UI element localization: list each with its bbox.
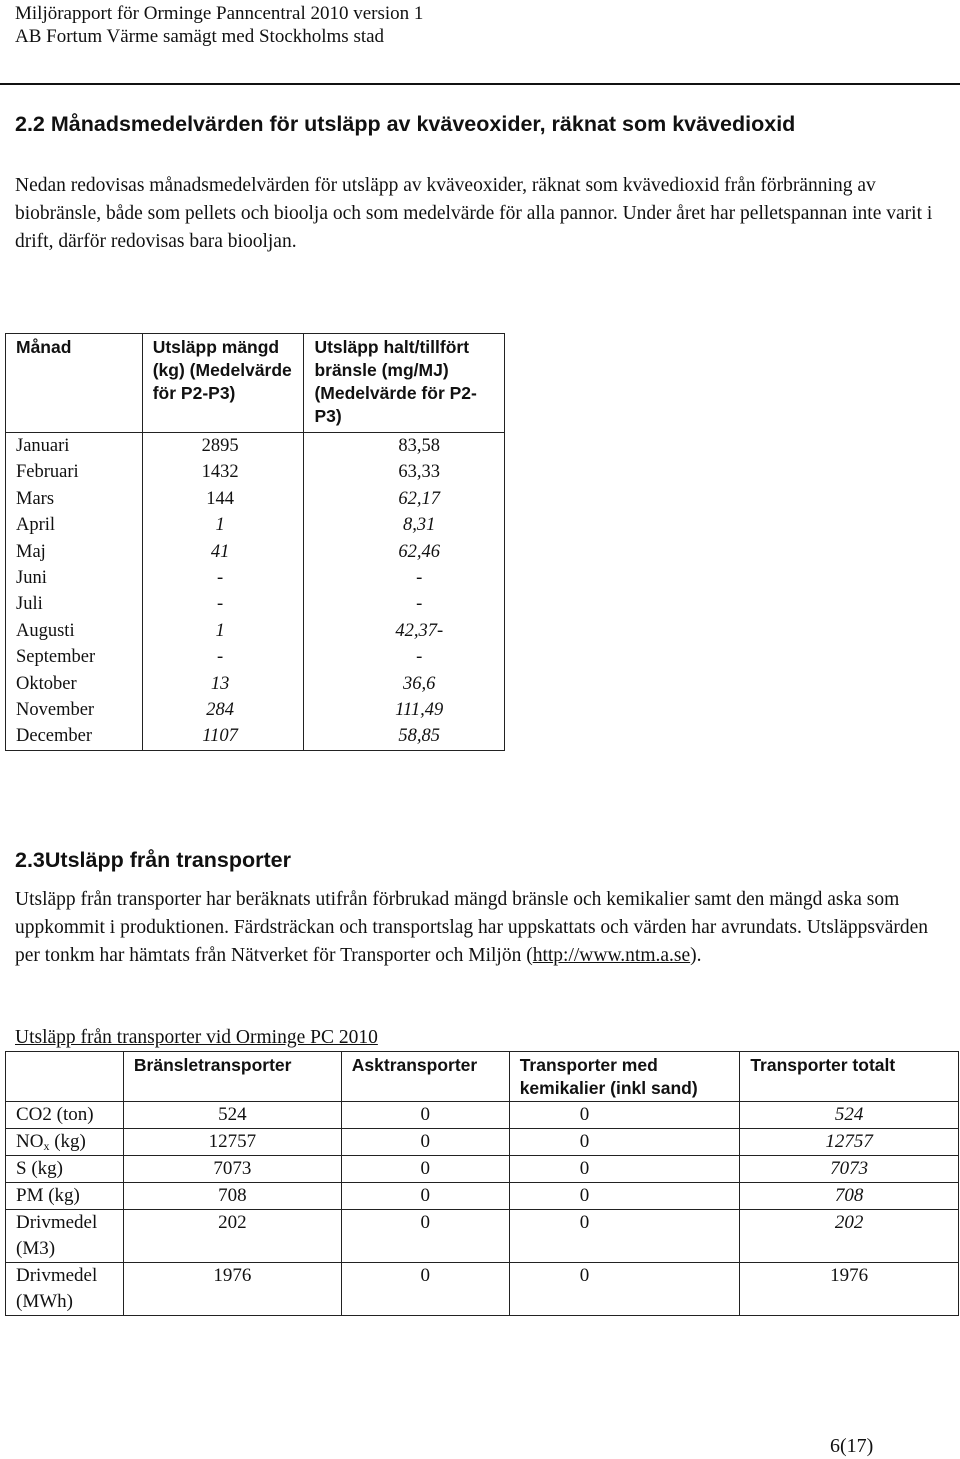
table-row [6,512,505,538]
section-2-2-body: Nedan redovisas månadsmedelvärden för utsläpp av kväveoxider, räknat som kvävedioxid från förbränning av biobränsle, både som pellets och bioolja och som medelvärde för alla pannor. Under året har pelletspannan inte varit i drift, därför redovisas bara biooljan. [15,175,933,252]
header-month: Månad [6,334,143,433]
ash-cell: 0 [341,1156,509,1183]
fuel-cell: 12757 [123,1129,341,1156]
section-2-2-title: 2.2 Månadsmedelvärden för utsläpp av kväveoxider, räknat som kvävedioxid [15,112,796,136]
header-empty [6,1052,124,1102]
row-label: CO2 (ton) [6,1102,124,1129]
document-header [15,2,423,48]
ntm-link[interactable]: http://www.ntm.a.se [532,945,691,966]
amount-cell: 1107 [142,723,304,750]
amount-cell: 41 [142,539,304,565]
month-cell: Mars [6,486,143,512]
table-row [6,723,505,750]
header-amount: Utsläpp mängd (kg) (Medelvärde för P2-P3) [142,334,304,433]
row-label: PM (kg) [6,1183,124,1210]
ash-cell: 0 [341,1210,509,1263]
amount-cell: 1 [142,618,304,644]
row-label-main: NO [16,1131,44,1152]
fuel-cell: 1976 [123,1263,341,1316]
table-row [6,671,505,697]
header-ash-transport: Asktransporter [341,1052,509,1102]
month-cell: Augusti [6,618,143,644]
fuel-cell: 708 [123,1183,341,1210]
month-cell: Februari [6,459,143,485]
chem-cell: 0 [509,1183,740,1210]
amount-cell: 284 [142,697,304,723]
month-cell: December [6,723,143,750]
amount-cell: - [142,565,304,591]
table-row [6,565,505,591]
amount-cell: - [142,644,304,670]
row-label-subscript: x [43,1139,50,1153]
total-cell: 202 [740,1210,959,1263]
amount-cell: 2895 [142,433,304,460]
table-row [6,1156,959,1183]
month-cell: September [6,644,143,670]
row-label-unit: (kg) [49,1131,86,1152]
content-cell: 83,58 [304,433,505,460]
content-cell: 111,49 [304,697,505,723]
total-cell: 708 [740,1183,959,1210]
header-total-transport: Transporter totalt [740,1052,959,1102]
content-cell: 62,17 [304,486,505,512]
section-2-3-text: Utsläpp från transporter har beräknats utifrån förbrukad mängd bränsle och kemikalier samt den mängd aska som uppkommit i produktionen. Färdsträckan och transportslag har uppskattats och värden har avrundats. Utsläppsvärden per tonkm har hämtats från Nätverket för Transporter och Miljön ( [15,889,929,966]
table-row [6,1183,959,1210]
ash-cell: 0 [341,1183,509,1210]
row-label: S (kg) [6,1156,124,1183]
content-cell: 36,6 [304,671,505,697]
ash-cell: 0 [341,1102,509,1129]
table-header-row [6,334,505,433]
month-cell: Juli [6,591,143,617]
amount-cell: 13 [142,671,304,697]
table-row [6,591,505,617]
header-rule [0,83,960,85]
transport-emissions-table [5,1051,959,1316]
chem-cell: 0 [509,1210,740,1263]
section-2-3-title: 2.3Utsläpp från transporter [15,848,291,872]
fuel-cell: 202 [123,1210,341,1263]
ash-cell: 0 [341,1263,509,1316]
fuel-cell: 524 [123,1102,341,1129]
chem-cell: 0 [509,1156,740,1183]
total-cell: 1976 [740,1263,959,1316]
monthly-emissions-table [5,333,505,751]
table-row [6,433,505,460]
amount-cell: 1 [142,512,304,538]
ash-cell: 0 [341,1129,509,1156]
content-cell: - [304,644,505,670]
section-2-3-text-end: ). [690,945,702,966]
content-cell: 58,85 [304,723,505,750]
amount-cell: 144 [142,486,304,512]
content-cell: 63,33 [304,459,505,485]
row-label: Drivmedel (M3) [6,1210,124,1263]
table-row [6,1210,959,1263]
transport-table-caption: Utsläpp från transporter vid Orminge PC 2010 [15,1027,378,1048]
table-row [6,486,505,512]
content-cell: - [304,565,505,591]
table-row [6,1102,959,1129]
chem-cell: 0 [509,1129,740,1156]
month-cell: April [6,512,143,538]
content-cell: 8,31 [304,512,505,538]
month-cell: November [6,697,143,723]
total-cell: 12757 [740,1129,959,1156]
table-header-row [6,1052,959,1102]
table-row [6,618,505,644]
month-cell: Januari [6,433,143,460]
table-row [6,697,505,723]
month-cell: Maj [6,539,143,565]
table-row [6,539,505,565]
content-cell: 62,46 [304,539,505,565]
total-cell: 524 [740,1102,959,1129]
month-cell: Juni [6,565,143,591]
content-cell: - [304,591,505,617]
chem-cell: 0 [509,1263,740,1316]
fuel-cell: 7073 [123,1156,341,1183]
month-cell: Oktober [6,671,143,697]
table-row [6,644,505,670]
header-chemical-transport: Transporter med kemikalier (inkl sand) [509,1052,740,1102]
amount-cell: 1432 [142,459,304,485]
chem-cell: 0 [509,1102,740,1129]
amount-cell: - [142,591,304,617]
header-content: Utsläpp halt/tillfört bränsle (mg/MJ) (Medelvärde för P2-P3) [304,334,505,433]
header-fuel-transport: Bränsletransporter [123,1052,341,1102]
content-cell: 42,37- [304,618,505,644]
header-line-1: Miljörapport för Orminge Panncentral 2010 version 1 [15,3,424,24]
table-row [6,459,505,485]
table-row [6,1129,959,1156]
row-label: Drivmedel (MWh) [6,1263,124,1316]
section-2-3-body [15,886,950,970]
page-number: 6(17) [830,1435,874,1457]
total-cell: 7073 [740,1156,959,1183]
table-row [6,1263,959,1316]
row-label [6,1129,124,1156]
header-line-2: AB Fortum Värme samägt med Stockholms stad [15,26,385,47]
